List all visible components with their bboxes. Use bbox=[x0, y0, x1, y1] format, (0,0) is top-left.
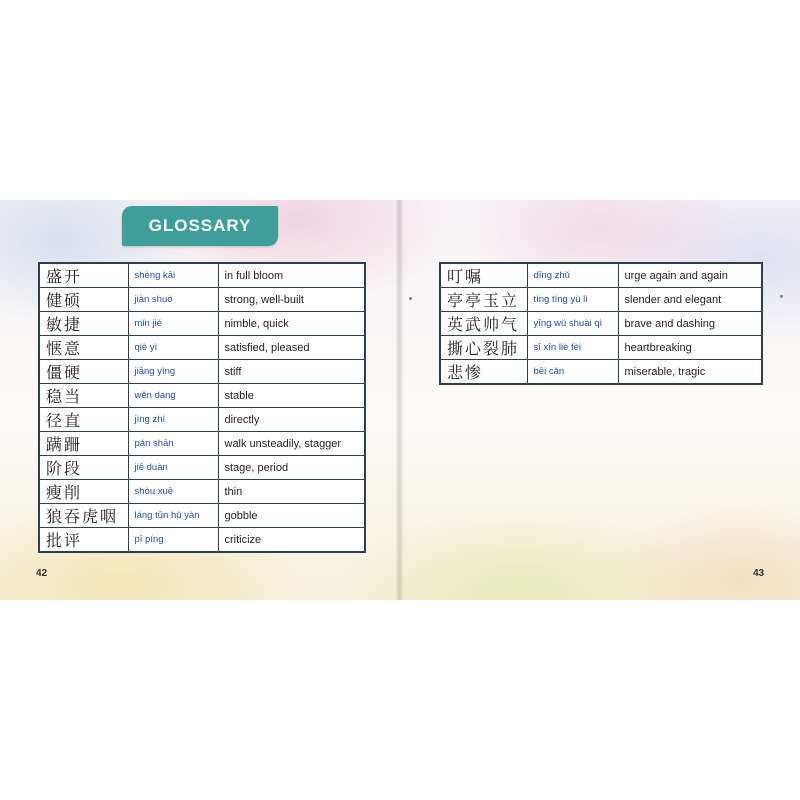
glossary-hanzi: 阶段 bbox=[39, 456, 128, 480]
glossary-row bbox=[39, 312, 365, 336]
glossary-hanzi: 稳当 bbox=[39, 384, 128, 408]
glossary-pinyin: pán shān bbox=[128, 432, 218, 456]
glossary-english: stable bbox=[218, 384, 365, 408]
glossary-hanzi: 亭亭玉立 bbox=[440, 288, 527, 312]
glossary-english: slender and elegant bbox=[618, 288, 762, 312]
glossary-pinyin: shèng kāi bbox=[128, 263, 218, 288]
glossary-pinyin: láng tūn hǔ yàn bbox=[128, 504, 218, 528]
glossary-hanzi: 瘦削 bbox=[39, 480, 128, 504]
glossary-hanzi: 蹒跚 bbox=[39, 432, 128, 456]
glossary-row bbox=[39, 336, 365, 360]
glossary-pinyin: yīng wǔ shuài qì bbox=[527, 312, 618, 336]
glossary-hanzi: 悲惨 bbox=[440, 360, 527, 385]
glossary-row bbox=[39, 263, 365, 288]
glossary-pinyin: jiē duàn bbox=[128, 456, 218, 480]
glossary-pinyin: mǐn jié bbox=[128, 312, 218, 336]
glossary-row bbox=[440, 360, 762, 385]
glossary-pinyin: pī píng bbox=[128, 528, 218, 553]
glossary-heading: GLOSSARY bbox=[148, 216, 252, 235]
glossary-table-right bbox=[439, 262, 763, 385]
glossary-english: directly bbox=[218, 408, 365, 432]
glossary-hanzi: 惬意 bbox=[39, 336, 128, 360]
glossary-english: satisfied, pleased bbox=[218, 336, 365, 360]
glossary-row bbox=[39, 288, 365, 312]
glossary-pinyin: jìng zhí bbox=[128, 408, 218, 432]
book-spread bbox=[0, 200, 800, 600]
glossary-row bbox=[39, 360, 365, 384]
glossary-hanzi: 英武帅气 bbox=[440, 312, 527, 336]
glossary-hanzi: 径直 bbox=[39, 408, 128, 432]
glossary-pinyin: jiāng yìng bbox=[128, 360, 218, 384]
glossary-row bbox=[39, 480, 365, 504]
glossary-table-left bbox=[38, 262, 366, 553]
glossary-english: criticize bbox=[218, 528, 365, 553]
glossary-row bbox=[39, 384, 365, 408]
glossary-pinyin: wěn dang bbox=[128, 384, 218, 408]
glossary-hanzi: 健硕 bbox=[39, 288, 128, 312]
glossary-english: heartbreaking bbox=[618, 336, 762, 360]
glossary-hanzi: 盛开 bbox=[39, 263, 128, 288]
glossary-english: gobble bbox=[218, 504, 365, 528]
glossary-english: stiff bbox=[218, 360, 365, 384]
left-page bbox=[0, 200, 399, 600]
glossary-pinyin: jiàn shuò bbox=[128, 288, 218, 312]
glossary-row bbox=[440, 336, 762, 360]
glossary-row bbox=[39, 432, 365, 456]
glossary-hanzi: 批评 bbox=[39, 528, 128, 553]
glossary-pinyin: tíng tíng yù lì bbox=[527, 288, 618, 312]
glossary-english: miserable, tragic bbox=[618, 360, 762, 385]
glossary-hanzi: 敏捷 bbox=[39, 312, 128, 336]
glossary-pinyin: qiè yì bbox=[128, 336, 218, 360]
glossary-english: strong, well-built bbox=[218, 288, 365, 312]
page-number-right: 43 bbox=[753, 568, 765, 579]
glossary-english: nimble, quick bbox=[218, 312, 365, 336]
glossary-row bbox=[440, 288, 762, 312]
glossary-hanzi: 狼吞虎咽 bbox=[39, 504, 128, 528]
glossary-pinyin: sī xīn liè fèi bbox=[527, 336, 618, 360]
glossary-hanzi: 僵硬 bbox=[39, 360, 128, 384]
glossary-pinyin: bēi cǎn bbox=[527, 360, 618, 385]
glossary-hanzi: 撕心裂肺 bbox=[440, 336, 527, 360]
right-page bbox=[399, 200, 800, 600]
glossary-english: brave and dashing bbox=[618, 312, 762, 336]
glossary-row bbox=[39, 456, 365, 480]
binding-hole-mark bbox=[780, 295, 783, 298]
glossary-row bbox=[440, 312, 762, 336]
glossary-english: thin bbox=[218, 480, 365, 504]
page-number-left: 42 bbox=[36, 568, 48, 579]
glossary-english: urge again and again bbox=[618, 263, 762, 288]
glossary-hanzi: 叮嘱 bbox=[440, 263, 527, 288]
glossary-row bbox=[39, 528, 365, 553]
glossary-english: in full bloom bbox=[218, 263, 365, 288]
binding-hole-mark bbox=[409, 297, 412, 300]
glossary-pinyin: dīng zhǔ bbox=[527, 263, 618, 288]
glossary-banner bbox=[122, 206, 278, 246]
glossary-english: stage, period bbox=[218, 456, 365, 480]
glossary-row bbox=[39, 504, 365, 528]
glossary-row bbox=[440, 263, 762, 288]
glossary-english: walk unsteadily, stagger bbox=[218, 432, 365, 456]
glossary-row bbox=[39, 408, 365, 432]
glossary-pinyin: shòu xuē bbox=[128, 480, 218, 504]
